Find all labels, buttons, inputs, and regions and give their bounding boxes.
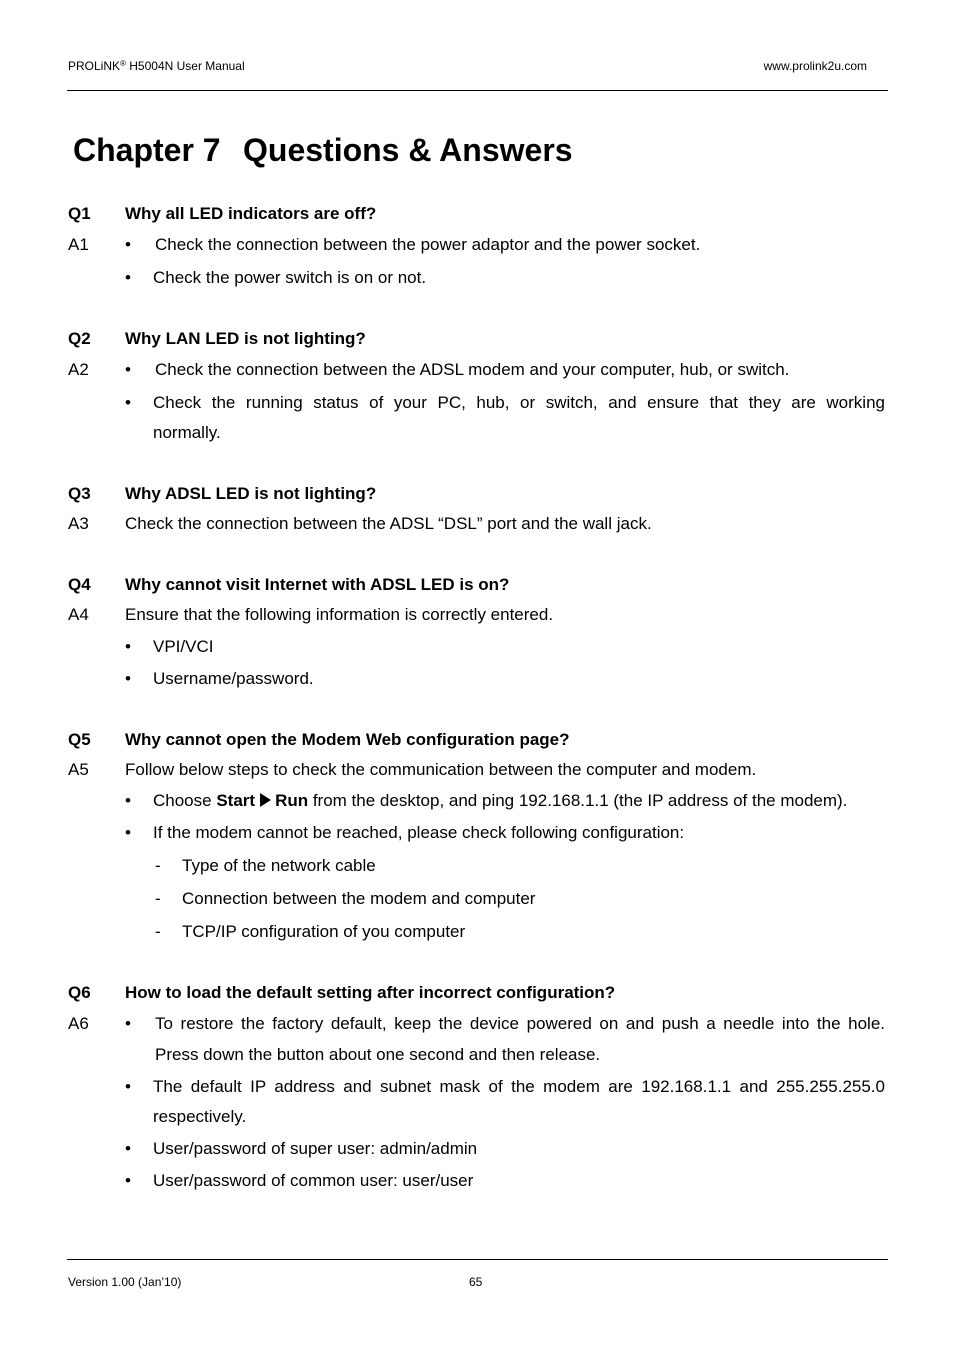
q6-text: How to load the default setting after incorrect configuration? xyxy=(125,983,616,1002)
header-website: www.prolink2u.com xyxy=(763,59,867,73)
a3-label: A3 xyxy=(68,514,89,533)
a2-bullet-text-cont: normally. xyxy=(153,423,221,442)
dash-icon: - xyxy=(155,856,161,875)
a6-bullet-text: User/password of common user: user/user xyxy=(153,1171,474,1190)
q1-label: Q1 xyxy=(68,204,91,223)
manual-name: H5004N User Manual xyxy=(125,59,245,73)
bullet-icon: • xyxy=(125,235,131,254)
a6-bullet-text: The default IP address and subnet mask of the modem are 192.168.1.1 and 255.255.255.0 xyxy=(153,1077,885,1096)
bullet-icon: • xyxy=(125,268,131,287)
a5-text: Follow below steps to check the communication between the computer and modem. xyxy=(125,760,757,779)
run-menu-label: Run xyxy=(275,791,309,810)
chapter-heading xyxy=(73,132,573,169)
a6-bullet-text-cont: Press down the button about one second and then release. xyxy=(155,1045,601,1064)
q6-label: Q6 xyxy=(68,983,91,1002)
q2-label: Q2 xyxy=(68,329,91,348)
a4-bullet-text: Username/password. xyxy=(153,669,314,688)
q4-text: Why cannot visit Internet with ADSL LED is on? xyxy=(125,575,510,594)
bullet-icon: • xyxy=(125,360,131,379)
start-menu-label: Start xyxy=(216,791,256,810)
a3-text: Check the connection between the ADSL “DSL” port and the wall jack. xyxy=(125,514,652,533)
q4-label: Q4 xyxy=(68,575,91,594)
brand-name: PROLiNK xyxy=(68,59,121,73)
a6-label: A6 xyxy=(68,1014,89,1033)
dash-icon: - xyxy=(155,889,161,908)
bullet-icon: • xyxy=(125,1014,131,1033)
a5-bullet-text: If the modem cannot be reached, please check following configuration: xyxy=(153,823,685,842)
header-rule xyxy=(67,90,888,91)
bullet-icon: • xyxy=(125,669,131,688)
bullet-icon: • xyxy=(125,1139,131,1158)
a5-sub-text: Type of the network cable xyxy=(182,856,376,875)
q3-text: Why ADSL LED is not lighting? xyxy=(125,484,377,503)
bullet-icon: • xyxy=(125,1171,131,1190)
dash-icon: - xyxy=(155,922,161,941)
a1-bullet-text: Check the connection between the power adaptor and the power socket. xyxy=(155,235,701,254)
arrow-right-icon xyxy=(260,793,271,807)
a2-label: A2 xyxy=(68,360,89,379)
a6-bullet-text-cont: respectively. xyxy=(153,1107,247,1126)
a5-label: A5 xyxy=(68,760,89,779)
q3-label: Q3 xyxy=(68,484,91,503)
registered-mark: ® xyxy=(120,59,126,68)
bullet-icon: • xyxy=(125,393,131,412)
a6-bullet-text: User/password of super user: admin/admin xyxy=(153,1139,478,1158)
a2-bullet-text: Check the connection between the ADSL modem and your computer, hub, or switch. xyxy=(155,360,790,379)
header-manual-title xyxy=(68,59,245,73)
a5-bullet-text xyxy=(153,791,847,811)
a1-label: A1 xyxy=(68,235,89,254)
q2-text: Why LAN LED is not lighting? xyxy=(125,329,366,348)
a5-sub-text: TCP/IP configuration of you computer xyxy=(182,922,466,941)
a5-ping-text: from the desktop, and ping 192.168.1.1 (the IP address of the modem). xyxy=(308,791,848,810)
footer-rule xyxy=(67,1259,888,1260)
bullet-icon: • xyxy=(125,791,131,810)
chapter-number: Chapter 7 xyxy=(73,132,221,168)
a5-sub-text: Connection between the modem and computer xyxy=(182,889,536,908)
bullet-icon: • xyxy=(125,823,131,842)
a4-label: A4 xyxy=(68,605,89,624)
a6-bullet-text: To restore the factory default, keep the device powered on and push a needle into the hole. xyxy=(155,1014,885,1033)
chapter-title: Questions & Answers xyxy=(243,132,573,168)
a4-bullet-text: VPI/VCI xyxy=(153,637,214,656)
page-number: 65 xyxy=(469,1275,483,1289)
q5-text: Why cannot open the Modem Web configuration page? xyxy=(125,730,570,749)
q1-text: Why all LED indicators are off? xyxy=(125,204,377,223)
a5-choose-text: Choose xyxy=(153,791,217,810)
bullet-icon: • xyxy=(125,1077,131,1096)
footer-version: Version 1.00 (Jan’10) xyxy=(68,1275,182,1289)
a1-bullet-text: Check the power switch is on or not. xyxy=(153,268,427,287)
q5-label: Q5 xyxy=(68,730,91,749)
a4-text: Ensure that the following information is correctly entered. xyxy=(125,605,554,624)
a2-bullet-text: Check the running status of your PC, hub, or switch, and ensure that they are working xyxy=(153,393,885,412)
bullet-icon: • xyxy=(125,637,131,656)
